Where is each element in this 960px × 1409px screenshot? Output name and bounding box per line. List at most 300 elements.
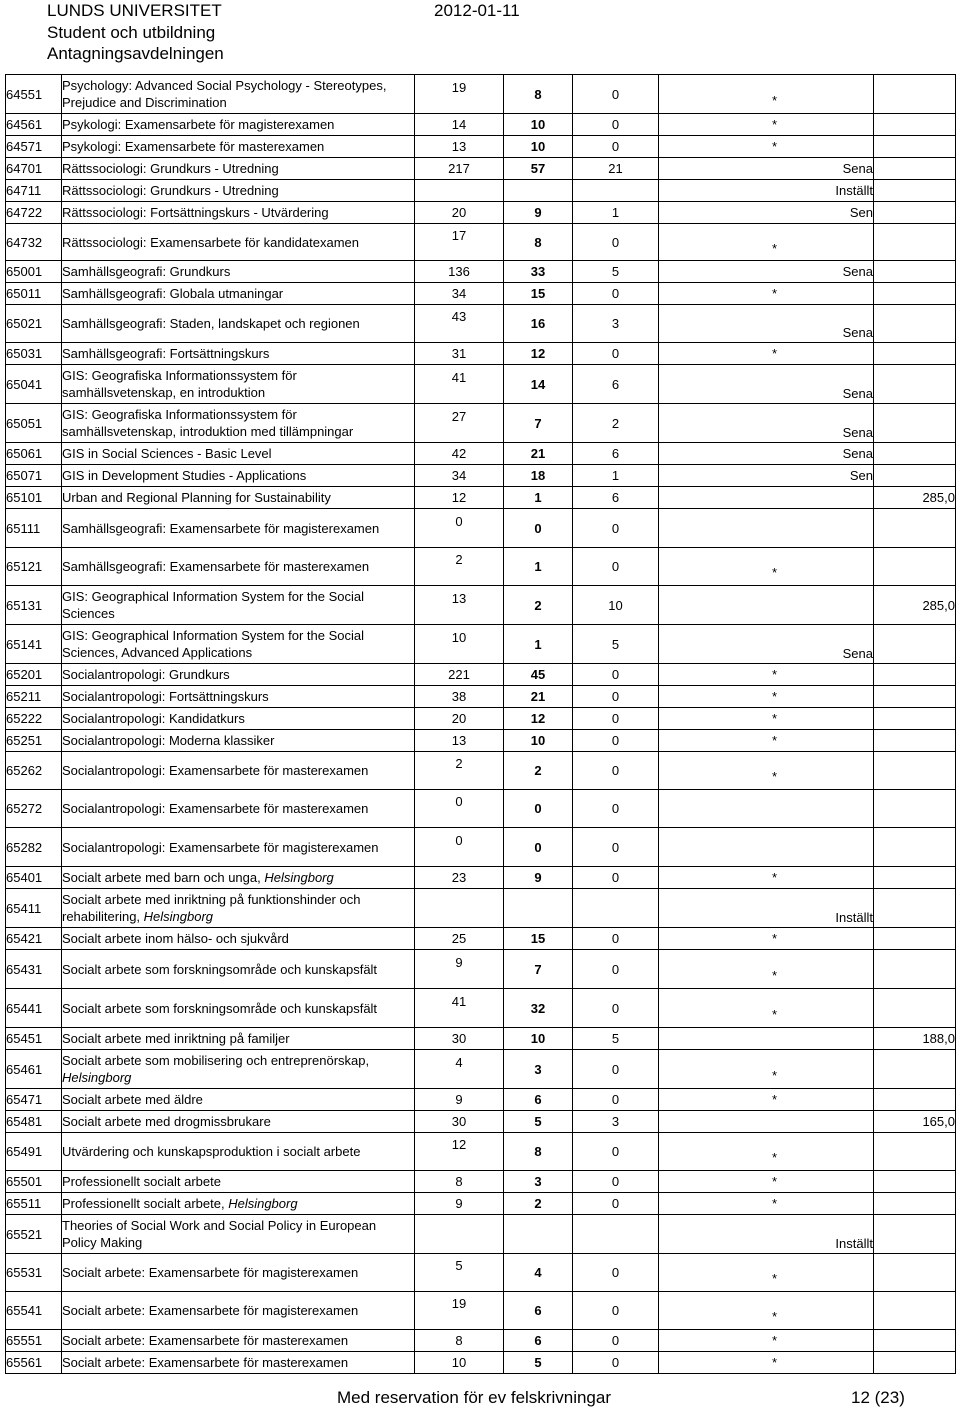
applicants-count-text: 9	[455, 954, 463, 970]
course-code-text: 65541	[6, 1303, 43, 1318]
course-name-text: Socialt arbete som forskningsområde och kunskapsfält	[62, 1000, 378, 1016]
table-row	[6, 114, 956, 136]
course-fee	[874, 75, 956, 114]
applicants-count-text: 13	[451, 139, 467, 154]
first-choice-count-text: 10	[530, 117, 546, 132]
course-name-text: Samhällsgeografi: Grundkurs	[62, 264, 231, 279]
course-code	[6, 509, 62, 548]
applicants-count-text: 30	[451, 1031, 467, 1046]
table-row	[6, 686, 956, 708]
applicants-count	[415, 625, 504, 664]
first-choice-count	[504, 1330, 573, 1352]
course-name	[62, 180, 415, 202]
course-name	[62, 828, 415, 867]
first-choice-count	[504, 404, 573, 443]
reserve-count-text: 6	[611, 490, 620, 505]
course-code-text: 65411	[6, 900, 42, 916]
first-choice-count-text: 15	[530, 931, 546, 946]
first-choice-count	[504, 365, 573, 404]
reserve-count-text: 6	[611, 446, 620, 461]
first-choice-count-text: 0	[534, 801, 542, 816]
reserve-count	[573, 1292, 659, 1330]
division-name: Student och utbildning	[47, 22, 216, 42]
course-name	[62, 465, 415, 487]
applicants-count	[415, 1133, 504, 1171]
page-number: 12 (23)	[851, 1388, 905, 1407]
course-code-text: 65051	[6, 415, 43, 431]
course-code	[6, 928, 62, 950]
first-choice-count	[504, 950, 573, 989]
course-code	[6, 136, 62, 158]
course-code	[6, 305, 62, 343]
first-choice-count	[504, 1193, 573, 1215]
course-code	[6, 283, 62, 305]
first-choice-count	[504, 1171, 573, 1193]
applicants-count-text: 17	[451, 227, 467, 243]
first-choice-count	[504, 548, 573, 586]
applicants-count-text: 8	[455, 1333, 463, 1348]
course-name	[62, 790, 415, 828]
course-code-text: 65431	[6, 961, 43, 977]
reserve-count-text: 0	[611, 839, 620, 855]
course-status-text: *	[771, 1174, 777, 1189]
applicants-count	[415, 950, 504, 989]
table-row	[6, 625, 956, 664]
course-code-text: 65211	[6, 689, 42, 704]
first-choice-count	[504, 708, 573, 730]
department-name: Antagningsavdelningen	[47, 44, 224, 63]
course-code	[6, 1330, 62, 1352]
course-code	[6, 1028, 62, 1050]
table-row	[6, 1028, 956, 1050]
table-row	[6, 1089, 956, 1111]
course-fee	[874, 343, 956, 365]
reserve-count	[573, 261, 659, 283]
first-choice-count-text: 57	[530, 161, 546, 176]
first-choice-count-text: 10	[530, 1031, 546, 1046]
first-choice-count	[504, 828, 573, 867]
course-code	[6, 1171, 62, 1193]
course-status	[659, 928, 874, 950]
course-code	[6, 1193, 62, 1215]
course-code-text: 65031	[6, 346, 43, 361]
applicants-count-text: 20	[451, 711, 467, 726]
first-choice-count	[504, 1215, 573, 1254]
course-name-text: Samhällsgeografi: Globala utmaningar	[62, 286, 284, 301]
course-code	[6, 586, 62, 625]
first-choice-count-text: 7	[534, 415, 542, 431]
reserve-count	[573, 404, 659, 443]
applicants-count	[415, 404, 504, 443]
course-status	[659, 730, 874, 752]
course-code	[6, 75, 62, 114]
course-fee	[874, 1111, 956, 1133]
reserve-count	[573, 1133, 659, 1171]
reserve-count	[573, 708, 659, 730]
applicants-count	[415, 790, 504, 828]
course-code-text: 64711	[6, 183, 42, 198]
course-status	[659, 487, 874, 509]
course-code-text: 65111	[6, 520, 41, 536]
course-fee	[874, 1171, 956, 1193]
course-fee	[874, 365, 956, 404]
applicants-count-text: 8	[455, 1174, 463, 1189]
course-name	[62, 664, 415, 686]
first-choice-count-text: 0	[534, 839, 542, 855]
course-fee	[874, 487, 956, 509]
course-name-text: Socialt arbete med barn och unga, Helsingborg	[62, 870, 334, 885]
course-code	[6, 828, 62, 867]
course-code-text: 65141	[6, 636, 43, 652]
applicants-count	[415, 487, 504, 509]
course-status-text: *	[771, 1006, 777, 1022]
course-status	[659, 1050, 874, 1089]
reserve-count-text: 0	[611, 1092, 620, 1107]
applicants-count	[415, 136, 504, 158]
applicants-count-text: 0	[455, 832, 463, 848]
course-name-text: Psychology: Advanced Social Psychology - Stereotypes, Prejudice and Discrimination	[62, 78, 387, 110]
location-text: Helsingborg	[264, 870, 334, 885]
applicants-count-text: 25	[451, 931, 467, 946]
course-status-text: *	[771, 1092, 777, 1107]
reserve-count-text: 5	[611, 636, 620, 652]
reserve-count-text: 21	[608, 161, 623, 176]
applicants-count	[415, 686, 504, 708]
reserve-count-text: 0	[611, 1144, 620, 1159]
table-row	[6, 790, 956, 828]
first-choice-count	[504, 283, 573, 305]
table-row	[6, 465, 956, 487]
course-code-text: 65222	[6, 711, 43, 726]
course-name	[62, 136, 415, 158]
applicants-count	[415, 1215, 504, 1254]
course-code-text: 65501	[6, 1174, 43, 1189]
first-choice-count-text: 3	[534, 1061, 542, 1077]
applicants-count	[415, 1330, 504, 1352]
first-choice-count-text: 5	[534, 1114, 542, 1129]
course-fee	[874, 950, 956, 989]
reserve-count-text: 0	[611, 86, 620, 102]
first-choice-count-text: 1	[534, 490, 542, 505]
table-row	[6, 730, 956, 752]
course-status	[659, 158, 874, 180]
course-status	[659, 664, 874, 686]
applicants-count-text: 2	[455, 552, 463, 567]
reserve-count	[573, 1050, 659, 1089]
applicants-count	[415, 664, 504, 686]
course-status-text: Sena	[842, 424, 873, 440]
first-choice-count	[504, 443, 573, 465]
first-choice-count	[504, 790, 573, 828]
applicants-count	[415, 343, 504, 365]
reserve-count	[573, 928, 659, 950]
course-name-text: Psykologi: Examensarbete för masterexamen	[62, 139, 325, 154]
course-status-text: *	[771, 1150, 777, 1165]
course-status-text: *	[771, 240, 777, 256]
course-name-text: Psykologi: Examensarbete för magisterexamen	[62, 117, 335, 132]
first-choice-count-text: 6	[534, 1333, 542, 1348]
reserve-count	[573, 752, 659, 790]
course-name-text: Socialantropologi: Examensarbete för masterexamen	[62, 801, 369, 816]
applicants-count	[415, 928, 504, 950]
course-code	[6, 365, 62, 404]
course-status	[659, 790, 874, 828]
first-choice-count	[504, 989, 573, 1028]
course-status	[659, 625, 874, 664]
course-code-text: 65401	[6, 870, 43, 885]
course-name-text: Rättssociologi: Grundkurs - Utredning	[62, 183, 279, 198]
course-status	[659, 305, 874, 343]
course-name-text: Socialantropologi: Kandidatkurs	[62, 711, 245, 726]
first-choice-count	[504, 509, 573, 548]
course-fee-text: 285,0	[922, 490, 955, 505]
location-text: Helsingborg	[143, 909, 214, 924]
applicants-count-text: 19	[451, 79, 467, 95]
course-status	[659, 136, 874, 158]
table-row	[6, 365, 956, 404]
table-row	[6, 136, 956, 158]
course-status	[659, 261, 874, 283]
reserve-count	[573, 283, 659, 305]
course-fee	[874, 1215, 956, 1254]
table-row	[6, 708, 956, 730]
table-row	[6, 1254, 956, 1292]
applicants-count	[415, 443, 504, 465]
course-code	[6, 1111, 62, 1133]
course-code-text: 65041	[6, 376, 43, 392]
applicants-count	[415, 1111, 504, 1133]
course-code-text: 65491	[6, 1144, 43, 1159]
course-fee	[874, 867, 956, 889]
applicants-count-text: 34	[451, 468, 467, 483]
reserve-count-text: 0	[611, 117, 620, 132]
course-name	[62, 752, 415, 790]
course-code-text: 65011	[6, 286, 42, 301]
first-choice-count	[504, 1050, 573, 1089]
course-status	[659, 509, 874, 548]
first-choice-count	[504, 889, 573, 928]
course-code-text: 64571	[6, 139, 43, 154]
applicants-count	[415, 1028, 504, 1050]
first-choice-count-text: 0	[534, 520, 542, 536]
course-name-text: Socialt arbete med drogmissbrukare	[62, 1114, 271, 1129]
course-fee	[874, 1050, 956, 1089]
course-fee	[874, 1352, 956, 1374]
course-name	[62, 443, 415, 465]
course-code	[6, 158, 62, 180]
course-name	[62, 202, 415, 224]
course-code-text: 65251	[6, 733, 43, 748]
reserve-count	[573, 487, 659, 509]
course-fee	[874, 180, 956, 202]
course-status	[659, 548, 874, 586]
reserve-count	[573, 1171, 659, 1193]
applicants-count	[415, 283, 504, 305]
course-name	[62, 1133, 415, 1171]
first-choice-count	[504, 1111, 573, 1133]
course-status	[659, 708, 874, 730]
course-name-text: GIS: Geografiska Informationssystem för samhällsvetenskap, en introduktion	[62, 368, 297, 400]
first-choice-count-text: 3	[534, 1174, 542, 1189]
reserve-count	[573, 989, 659, 1028]
course-name-text: Socialt arbete: Examensarbete för masterexamen	[62, 1355, 349, 1370]
course-name	[62, 509, 415, 548]
course-fee	[874, 828, 956, 867]
table-row	[6, 828, 956, 867]
applicants-count	[415, 1089, 504, 1111]
applicants-count-text: 9	[455, 1092, 463, 1107]
first-choice-count	[504, 343, 573, 365]
course-name-text: Professionellt socialt arbete	[62, 1174, 221, 1189]
first-choice-count	[504, 1028, 573, 1050]
reserve-count	[573, 1352, 659, 1374]
course-fee	[874, 928, 956, 950]
course-status	[659, 752, 874, 790]
course-name	[62, 686, 415, 708]
course-code-text: 65561	[6, 1355, 43, 1370]
reserve-count-text: 0	[611, 801, 620, 816]
course-status-text: Sen	[849, 468, 873, 483]
reserve-count	[573, 224, 659, 261]
course-name-text: Socialt arbete: Examensarbete för magisterexamen	[62, 1303, 359, 1318]
course-name-text: Socialantropologi: Grundkurs	[62, 667, 230, 682]
course-code	[6, 114, 62, 136]
course-name-text: GIS in Social Sciences - Basic Level	[62, 446, 272, 461]
first-choice-count-text: 6	[534, 1092, 542, 1107]
first-choice-count	[504, 730, 573, 752]
reserve-count	[573, 1111, 659, 1133]
first-choice-count-text: 12	[530, 711, 546, 726]
course-status	[659, 1292, 874, 1330]
applicants-count-text: 41	[451, 993, 467, 1009]
reserve-count-text: 0	[611, 711, 620, 726]
applicants-count-text: 221	[448, 667, 470, 682]
reserve-count	[573, 1089, 659, 1111]
table-row	[6, 1111, 956, 1133]
reserve-count	[573, 625, 659, 664]
reserve-count-text: 0	[611, 139, 620, 154]
first-choice-count	[504, 305, 573, 343]
course-name-text: Socialt arbete med inriktning på funktionshinder och rehabilitering, Helsingborg	[62, 892, 361, 924]
course-name	[62, 867, 415, 889]
applicants-count-text: 34	[451, 286, 467, 301]
first-choice-count	[504, 1254, 573, 1292]
course-code	[6, 664, 62, 686]
course-name	[62, 114, 415, 136]
applicants-count	[415, 989, 504, 1028]
course-code	[6, 1089, 62, 1111]
course-name	[62, 889, 415, 928]
reserve-count	[573, 586, 659, 625]
applicants-count	[415, 158, 504, 180]
first-choice-count-text: 12	[530, 346, 546, 361]
course-status-text: Inställt	[835, 1235, 873, 1251]
course-code	[6, 443, 62, 465]
course-status	[659, 465, 874, 487]
course-name-text: Socialantropologi: Fortsättningskurs	[62, 689, 269, 704]
course-status-text: Sena	[842, 645, 873, 661]
course-status	[659, 867, 874, 889]
applicants-count-text: 10	[451, 1355, 467, 1370]
first-choice-count	[504, 752, 573, 790]
reserve-count-text: 0	[611, 931, 620, 946]
course-status	[659, 180, 874, 202]
reserve-count-text: 0	[611, 1303, 620, 1318]
course-code-text: 65061	[6, 446, 43, 461]
reserve-count	[573, 136, 659, 158]
first-choice-count	[504, 261, 573, 283]
applicants-count	[415, 1171, 504, 1193]
course-status-text: *	[771, 117, 777, 132]
course-status-text: Sena	[842, 161, 873, 176]
course-status-text: *	[771, 92, 777, 108]
course-name-text: Socialt arbete: Examensarbete för magisterexamen	[62, 1265, 359, 1280]
course-status	[659, 114, 874, 136]
course-code-text: 65481	[6, 1114, 43, 1129]
course-status-text: *	[771, 1309, 777, 1324]
applicants-count-text: 4	[455, 1054, 463, 1070]
first-choice-count-text: 5	[534, 1355, 542, 1370]
applicants-count-text: 2	[455, 756, 463, 771]
course-status-text: *	[771, 733, 777, 748]
course-status-text: Inställt	[835, 909, 873, 925]
page-header	[47, 0, 224, 65]
course-name	[62, 708, 415, 730]
course-fee	[874, 509, 956, 548]
course-fee	[874, 625, 956, 664]
table-row	[6, 752, 956, 790]
course-code-text: 64701	[6, 161, 43, 176]
course-status-text: *	[771, 667, 777, 682]
course-name-text: Socialantropologi: Moderna klassiker	[62, 733, 275, 748]
table-row	[6, 548, 956, 586]
applicants-count	[415, 1352, 504, 1374]
course-status	[659, 404, 874, 443]
applicants-count-text: 14	[451, 117, 467, 132]
table-row	[6, 283, 956, 305]
table-row	[6, 158, 956, 180]
course-fee-text: 165,0	[922, 1114, 955, 1129]
course-code	[6, 548, 62, 586]
applicants-count-text: 43	[451, 309, 467, 324]
course-status	[659, 686, 874, 708]
course-name	[62, 548, 415, 586]
course-table	[5, 74, 956, 1374]
applicants-count	[415, 305, 504, 343]
course-code-text: 65441	[6, 1000, 43, 1016]
course-code-text: 65451	[6, 1031, 43, 1046]
reserve-count	[573, 1028, 659, 1050]
applicants-count	[415, 75, 504, 114]
reserve-count-text: 1	[611, 468, 620, 483]
course-name	[62, 928, 415, 950]
reserve-count	[573, 730, 659, 752]
course-name	[62, 1352, 415, 1374]
first-choice-count-text: 2	[534, 763, 542, 778]
course-code	[6, 730, 62, 752]
course-status-text: *	[771, 870, 777, 885]
table-row	[6, 928, 956, 950]
reserve-count-text: 0	[611, 961, 620, 977]
course-name	[62, 1254, 415, 1292]
course-code	[6, 625, 62, 664]
table-row	[6, 1193, 956, 1215]
course-name-text: Socialt arbete som mobilisering och entreprenörskap, Helsingborg	[62, 1053, 370, 1085]
course-fee	[874, 1193, 956, 1215]
course-name-text: Socialantropologi: Examensarbete för masterexamen	[62, 763, 369, 778]
table-row	[6, 443, 956, 465]
first-choice-count	[504, 180, 573, 202]
